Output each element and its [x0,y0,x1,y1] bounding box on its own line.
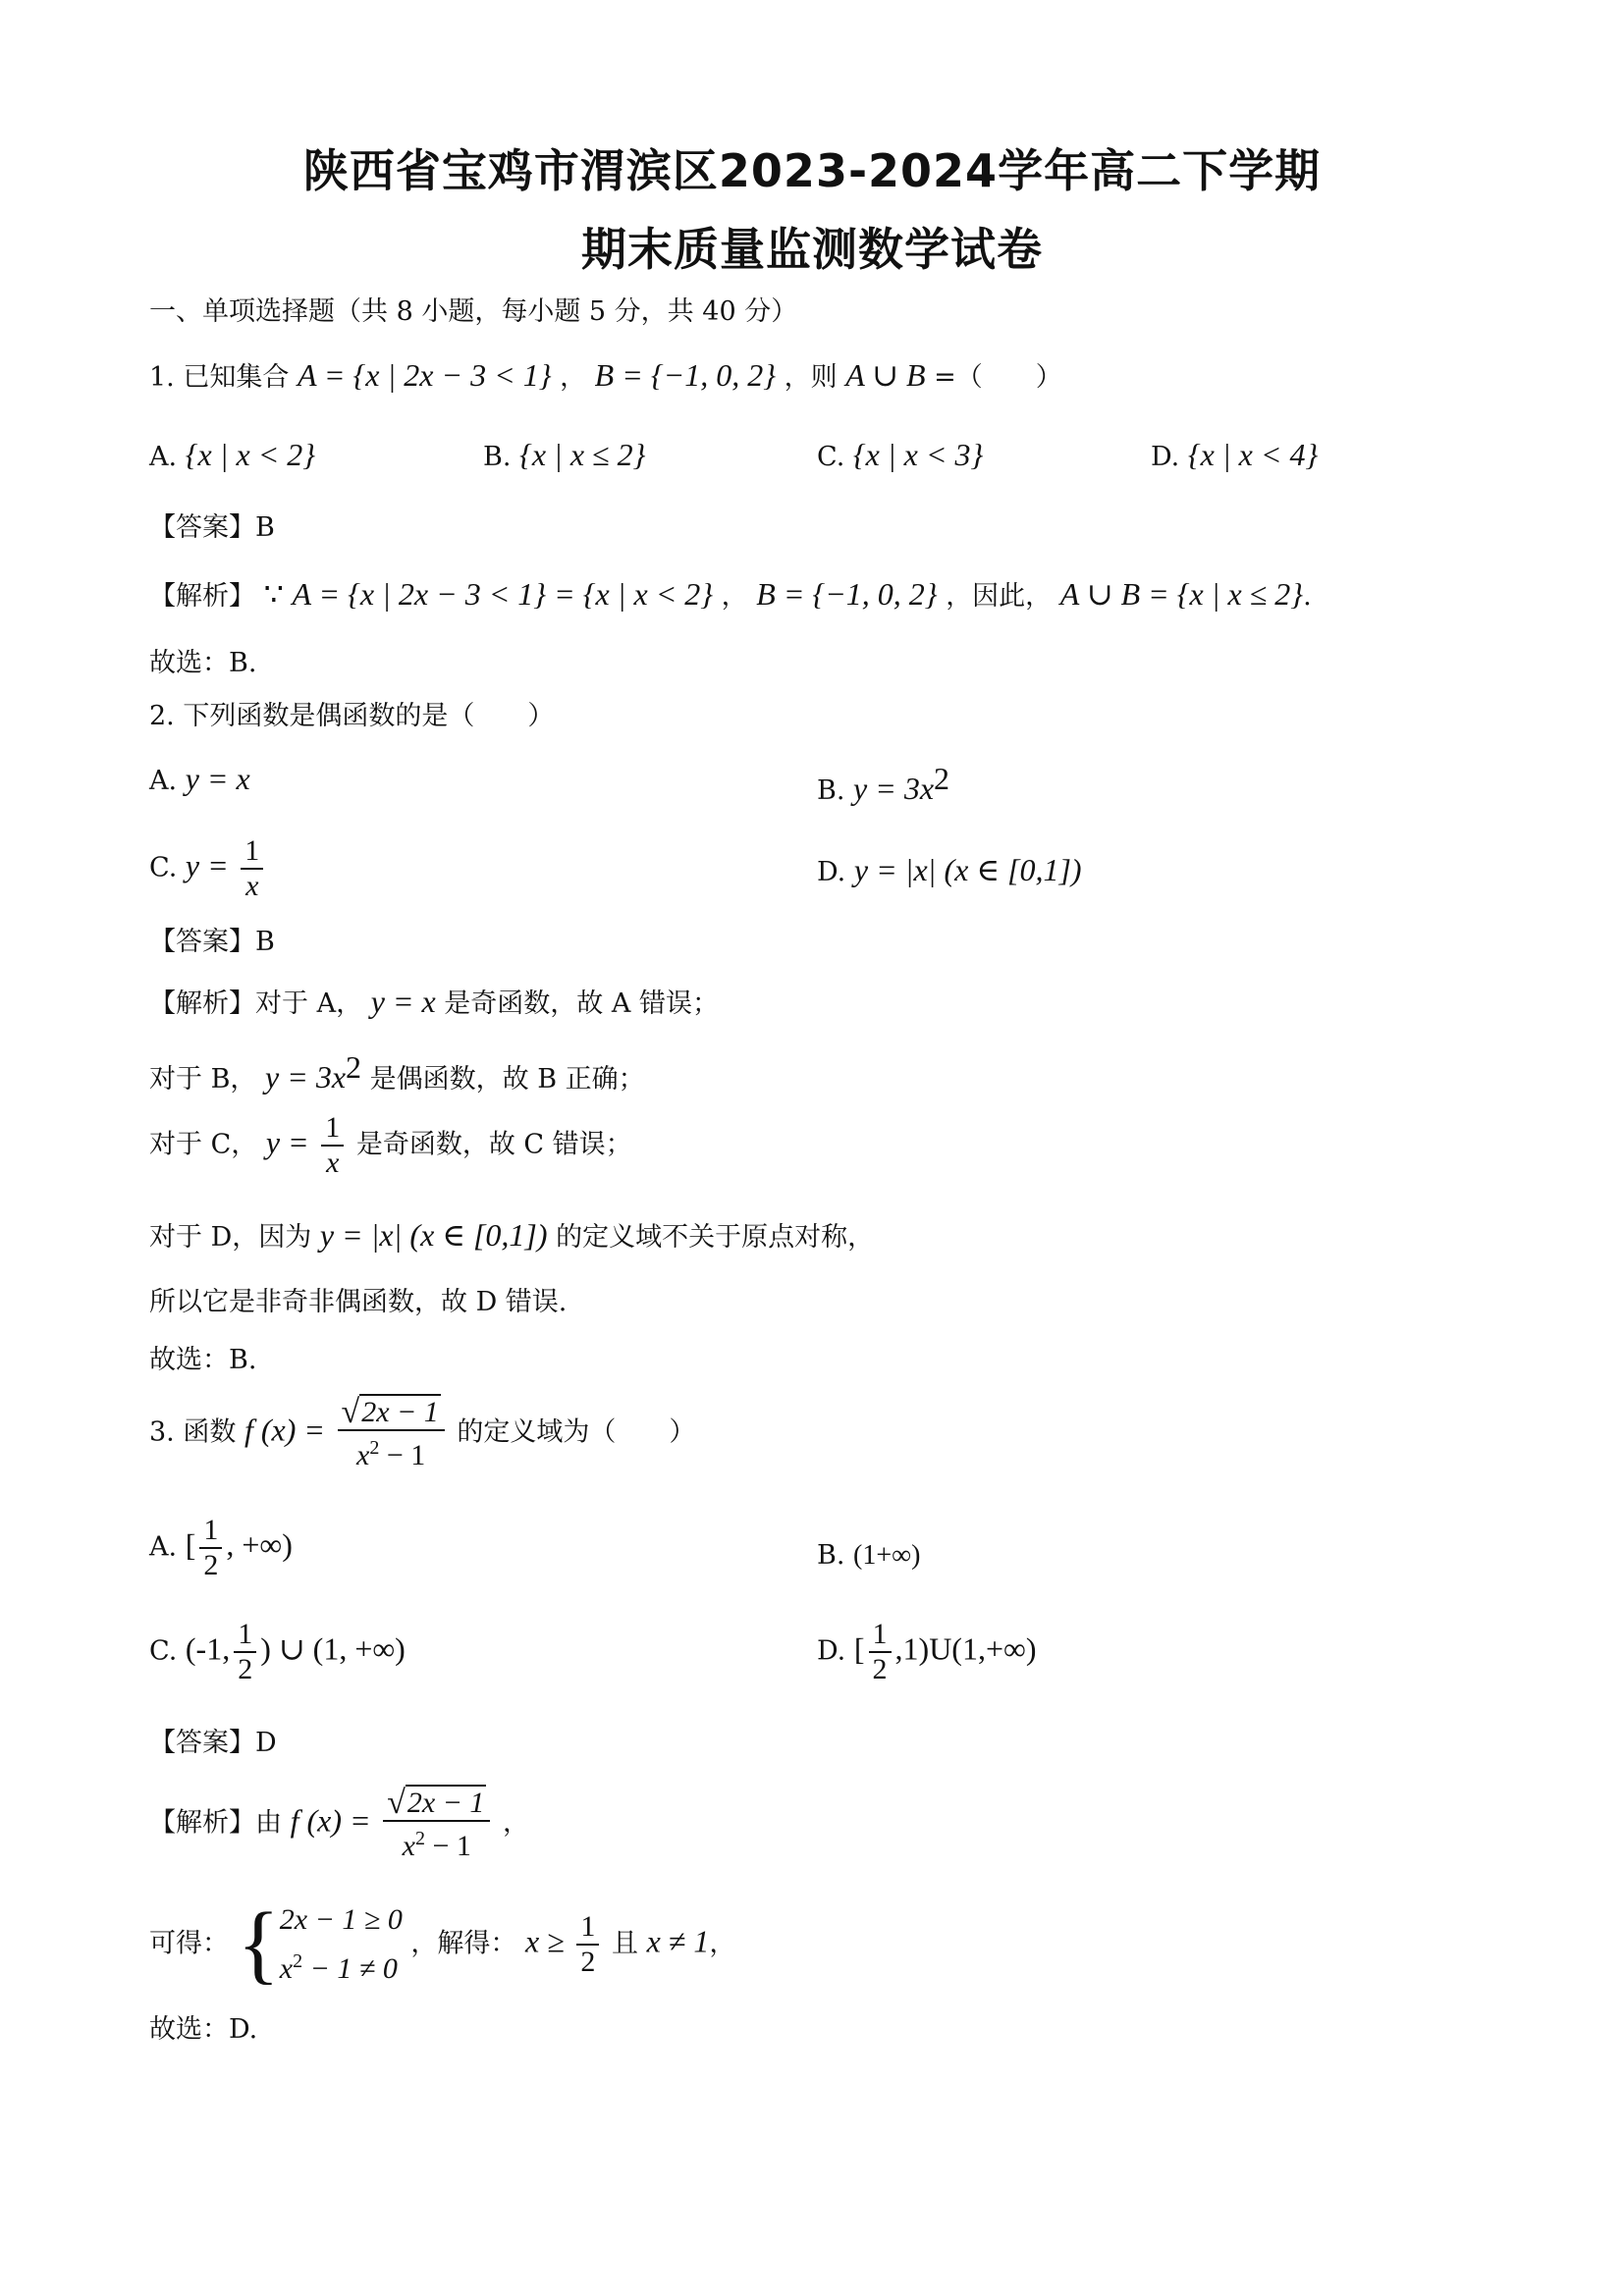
q3-option-a-rest: , +∞) [226,1526,293,1563]
q2-option-a-text: y = x [185,761,250,796]
q2-l4-math: y = |x| (x ∈ [0,1]) [319,1217,548,1253]
q3-stem-denominator [356,1431,425,1472]
q3-option-d-fraction [869,1618,892,1686]
q3-a1-denominator [403,1822,471,1863]
q3-answer [149,1724,277,1763]
q2-answer [149,923,275,962]
q1-answer-label: 【答案】 [149,512,255,543]
q3-a2-denominator: 2 [580,1946,596,1978]
q1-sep2: ，则 [784,362,838,393]
q2-analysis-line2 [149,1047,645,1099]
q1-sep1: ， [560,362,587,393]
q2-answer-value: B [255,927,275,957]
q3-option-c-numerator: 1 [234,1618,256,1653]
q3-option-a-label: A. [149,1531,178,1563]
q3-a2-fraction [576,1910,599,1979]
q1-analysis-end: . [1303,581,1312,612]
page-title-line1: 陕西省宝鸡市渭滨区2023-2024学年高二下学期 [302,144,1322,197]
q3-option-c [149,1618,406,1686]
system-brace-icon: { [237,1896,280,1993]
q3-answer-label: 【答案】 [149,1728,255,1758]
q1-option-b-text: {x | x ≤ 2} [519,437,646,472]
q3-option-a-open: [ [185,1526,196,1563]
q3-a1-radicand: 2x − 1 [406,1787,485,1819]
q1-because-symbol: ∵ [263,576,284,612]
q2-l1-post: 是奇函数，故 A 错误； [444,988,719,1019]
q3-a2-sys2-base: x [279,1952,294,1985]
q1-option-b-label: B. [483,442,512,472]
q3-a2-lhs: x ≥ [525,1923,565,1959]
q2-option-d [817,850,1082,892]
q1-option-d-text: {x | x < 4} [1187,437,1319,472]
q3-answer-value: D [255,1728,277,1758]
q3-option-a-denominator: 2 [203,1549,219,1581]
q3-a1-lhs: f (x) = [290,1802,371,1839]
q3-option-c-denominator: 2 [238,1653,253,1685]
q1-analysis-math3: A ∪ B = {x | x ≤ 2} [1059,576,1304,612]
q2-l4-post: 的定义域不关于原点对称， [556,1222,875,1253]
q1-option-a-text: {x | x < 2} [185,437,316,472]
q2-option-c-denominator: x [245,870,259,902]
q3-option-a-fraction [199,1514,222,1582]
q2-l3-numerator: 1 [321,1111,344,1147]
q3-option-c-rest: ) ∪ (1, +∞) [260,1630,406,1667]
q3-a1-numerator [383,1785,490,1822]
q1-option-c-text: {x | x < 3} [852,437,984,472]
q3-a2-condition: x ≠ 1 [646,1923,710,1959]
q1-analysis-label: 【解析】 [149,581,255,612]
q1-analysis-sep: ， [721,581,748,612]
q1-option-d [1151,435,1318,477]
q3-stem-radicand: 2x − 1 [361,1396,439,1428]
q3-option-b [817,1536,920,1575]
q2-analysis-label: 【解析】 [149,988,255,1019]
q2-option-c-fraction [241,834,263,903]
q1-option-b [483,435,645,477]
q1-answer-value: B [255,512,275,543]
q1-option-c-label: C. [817,442,845,472]
q3-option-d-label: D. [817,1635,846,1667]
q3-a2-post: ， [709,1928,736,1959]
q3-a2-mid: ，解得： [410,1928,517,1959]
q3-option-a-numerator: 1 [199,1514,222,1549]
q1-set-a: A = {x | 2x − 3 < 1} [297,357,552,393]
q2-option-c-lhs: y = [185,847,229,883]
q2-option-c-label: C. [149,852,178,883]
q1-answer [149,508,275,548]
q2-l3-denominator: x [326,1147,340,1179]
q1-analysis-math2: B = {−1, 0, 2} [756,576,938,612]
q3-option-d-denominator: 2 [872,1653,888,1685]
q3-analysis-label: 【解析】 [149,1807,255,1839]
q2-l3-fraction [321,1111,344,1180]
q2-option-d-label: D. [817,857,846,887]
q3-option-c-open: (-1, [185,1630,231,1667]
q2-l4-pre: 对于 D，因为 [149,1222,312,1253]
q3-option-d-open: [ [853,1630,865,1667]
q3-a1-den-base: x [402,1830,415,1862]
q1-option-a-label: A. [149,442,178,472]
q3-stem-post: 的定义域为（ ） [457,1416,696,1448]
q2-l3-lhs: y = [265,1124,309,1160]
q1-analysis-math1: A = {x | 2x − 3 < 1} = {x | x < 2} [292,576,714,612]
q3-option-c-fraction [234,1618,256,1686]
q2-option-d-text: y = |x| (x ∈ [0,1]) [853,852,1082,887]
q1-stem-text: 1. 已知集合 [149,362,290,393]
q2-analysis-line5: 所以它是非奇非偶函数，故 D 错误. [149,1287,568,1317]
q3-choose: 故选：D. [149,2014,258,2045]
q1-option-d-label: D. [1151,442,1180,472]
q2-option-a-label: A. [149,766,178,796]
q2-choose: 故选：B. [149,1345,257,1375]
q2-analysis-line4 [149,1215,874,1257]
q1-set-b: B = {−1, 0, 2} [594,357,776,393]
q2-option-c-numerator: 1 [241,834,263,870]
q2-l3-pre: 对于 C， [149,1129,258,1160]
q2-l2-post: 是偶函数，故 B 正确； [369,1064,645,1095]
q3-a1-den-rest: − 1 [425,1830,471,1862]
q1-expr: A ∪ B [845,357,926,393]
sqrt-icon: √ [341,1394,360,1430]
q3-a1-pre: 由 [255,1807,282,1839]
q2-answer-label: 【答案】 [149,927,255,957]
q2-l1-math: y = x [370,984,436,1019]
sqrt-icon: √ [387,1785,406,1821]
q3-a2-sys2-rest: − 1 ≠ 0 [302,1952,398,1985]
q3-option-b-label: B. [817,1540,845,1571]
q3-analysis-line2 [149,1896,736,1993]
q3-a2-system-row1: 2x − 1 ≥ 0 [279,1903,403,1936]
q3-option-d-rest: ,1)U(1,+∞) [894,1630,1037,1667]
q3-option-c-label: C. [149,1635,178,1667]
q3-a2-pre: 可得： [149,1928,229,1959]
q3-a1-den-exponent: 2 [415,1828,425,1849]
section-heading: 一、单项选择题（共 8 小题，每小题 5 分，共 40 分） [149,296,798,327]
q3-stem-den-rest: − 1 [379,1439,426,1471]
q1-option-c [817,435,983,477]
q1-analysis-text: ，因此， [946,581,1053,612]
q3-option-d-numerator: 1 [869,1618,892,1653]
q3-option-b-text: (1+∞) [853,1540,921,1571]
q2-option-b [817,759,949,811]
q2-l2-pre: 对于 B， [149,1064,257,1095]
q3-a2-sys2-exponent: 2 [293,1950,303,1972]
q2-option-a [149,759,250,801]
q3-a2-system [280,1899,403,1990]
q3-a1-fraction [383,1785,490,1863]
page-title-line2: 期末质量监测数学试卷 [581,223,1043,276]
q3-option-d [817,1618,1036,1686]
q3-a2-numerator: 1 [576,1910,599,1946]
q3-stem-lhs: f (x) = [244,1412,325,1448]
q2-option-b-base: y = 3x [853,771,935,806]
question-1-stem [149,355,1062,398]
q3-option-a [149,1514,293,1582]
q1-analysis [149,574,1312,616]
q2-option-b-exponent: 2 [934,761,950,796]
question-3-stem [149,1394,695,1472]
q3-stem-den-exponent: 2 [369,1437,380,1459]
q3-stem-den-base: x [356,1439,370,1471]
q3-a2-and: 且 [611,1928,638,1959]
q3-a2-system-row2 [280,1941,403,1990]
q1-choose: 故选：B. [149,648,257,678]
q2-option-c [149,834,267,903]
q2-l1-pre: 对于 A， [255,988,363,1019]
q2-l2-exponent: 2 [346,1049,362,1085]
question-2-stem: 2. 下列函数是偶函数的是（ ） [149,701,555,731]
q2-l3-post: 是奇函数，故 C 错误； [355,1129,632,1160]
q3-a1-post: ， [503,1807,530,1839]
q3-analysis-line1 [149,1785,529,1863]
q3-stem-numerator [338,1394,445,1431]
q2-analysis-line1 [149,982,719,1024]
q3-stem-fraction [338,1394,445,1472]
q2-l2-math: y = 3x [265,1059,347,1095]
q1-option-a [149,435,315,477]
q2-analysis-line3 [149,1111,632,1180]
q3-stem-pre: 3. 函数 [149,1416,237,1448]
q2-option-b-label: B. [817,775,845,806]
q1-end: =（ ） [934,362,1062,393]
